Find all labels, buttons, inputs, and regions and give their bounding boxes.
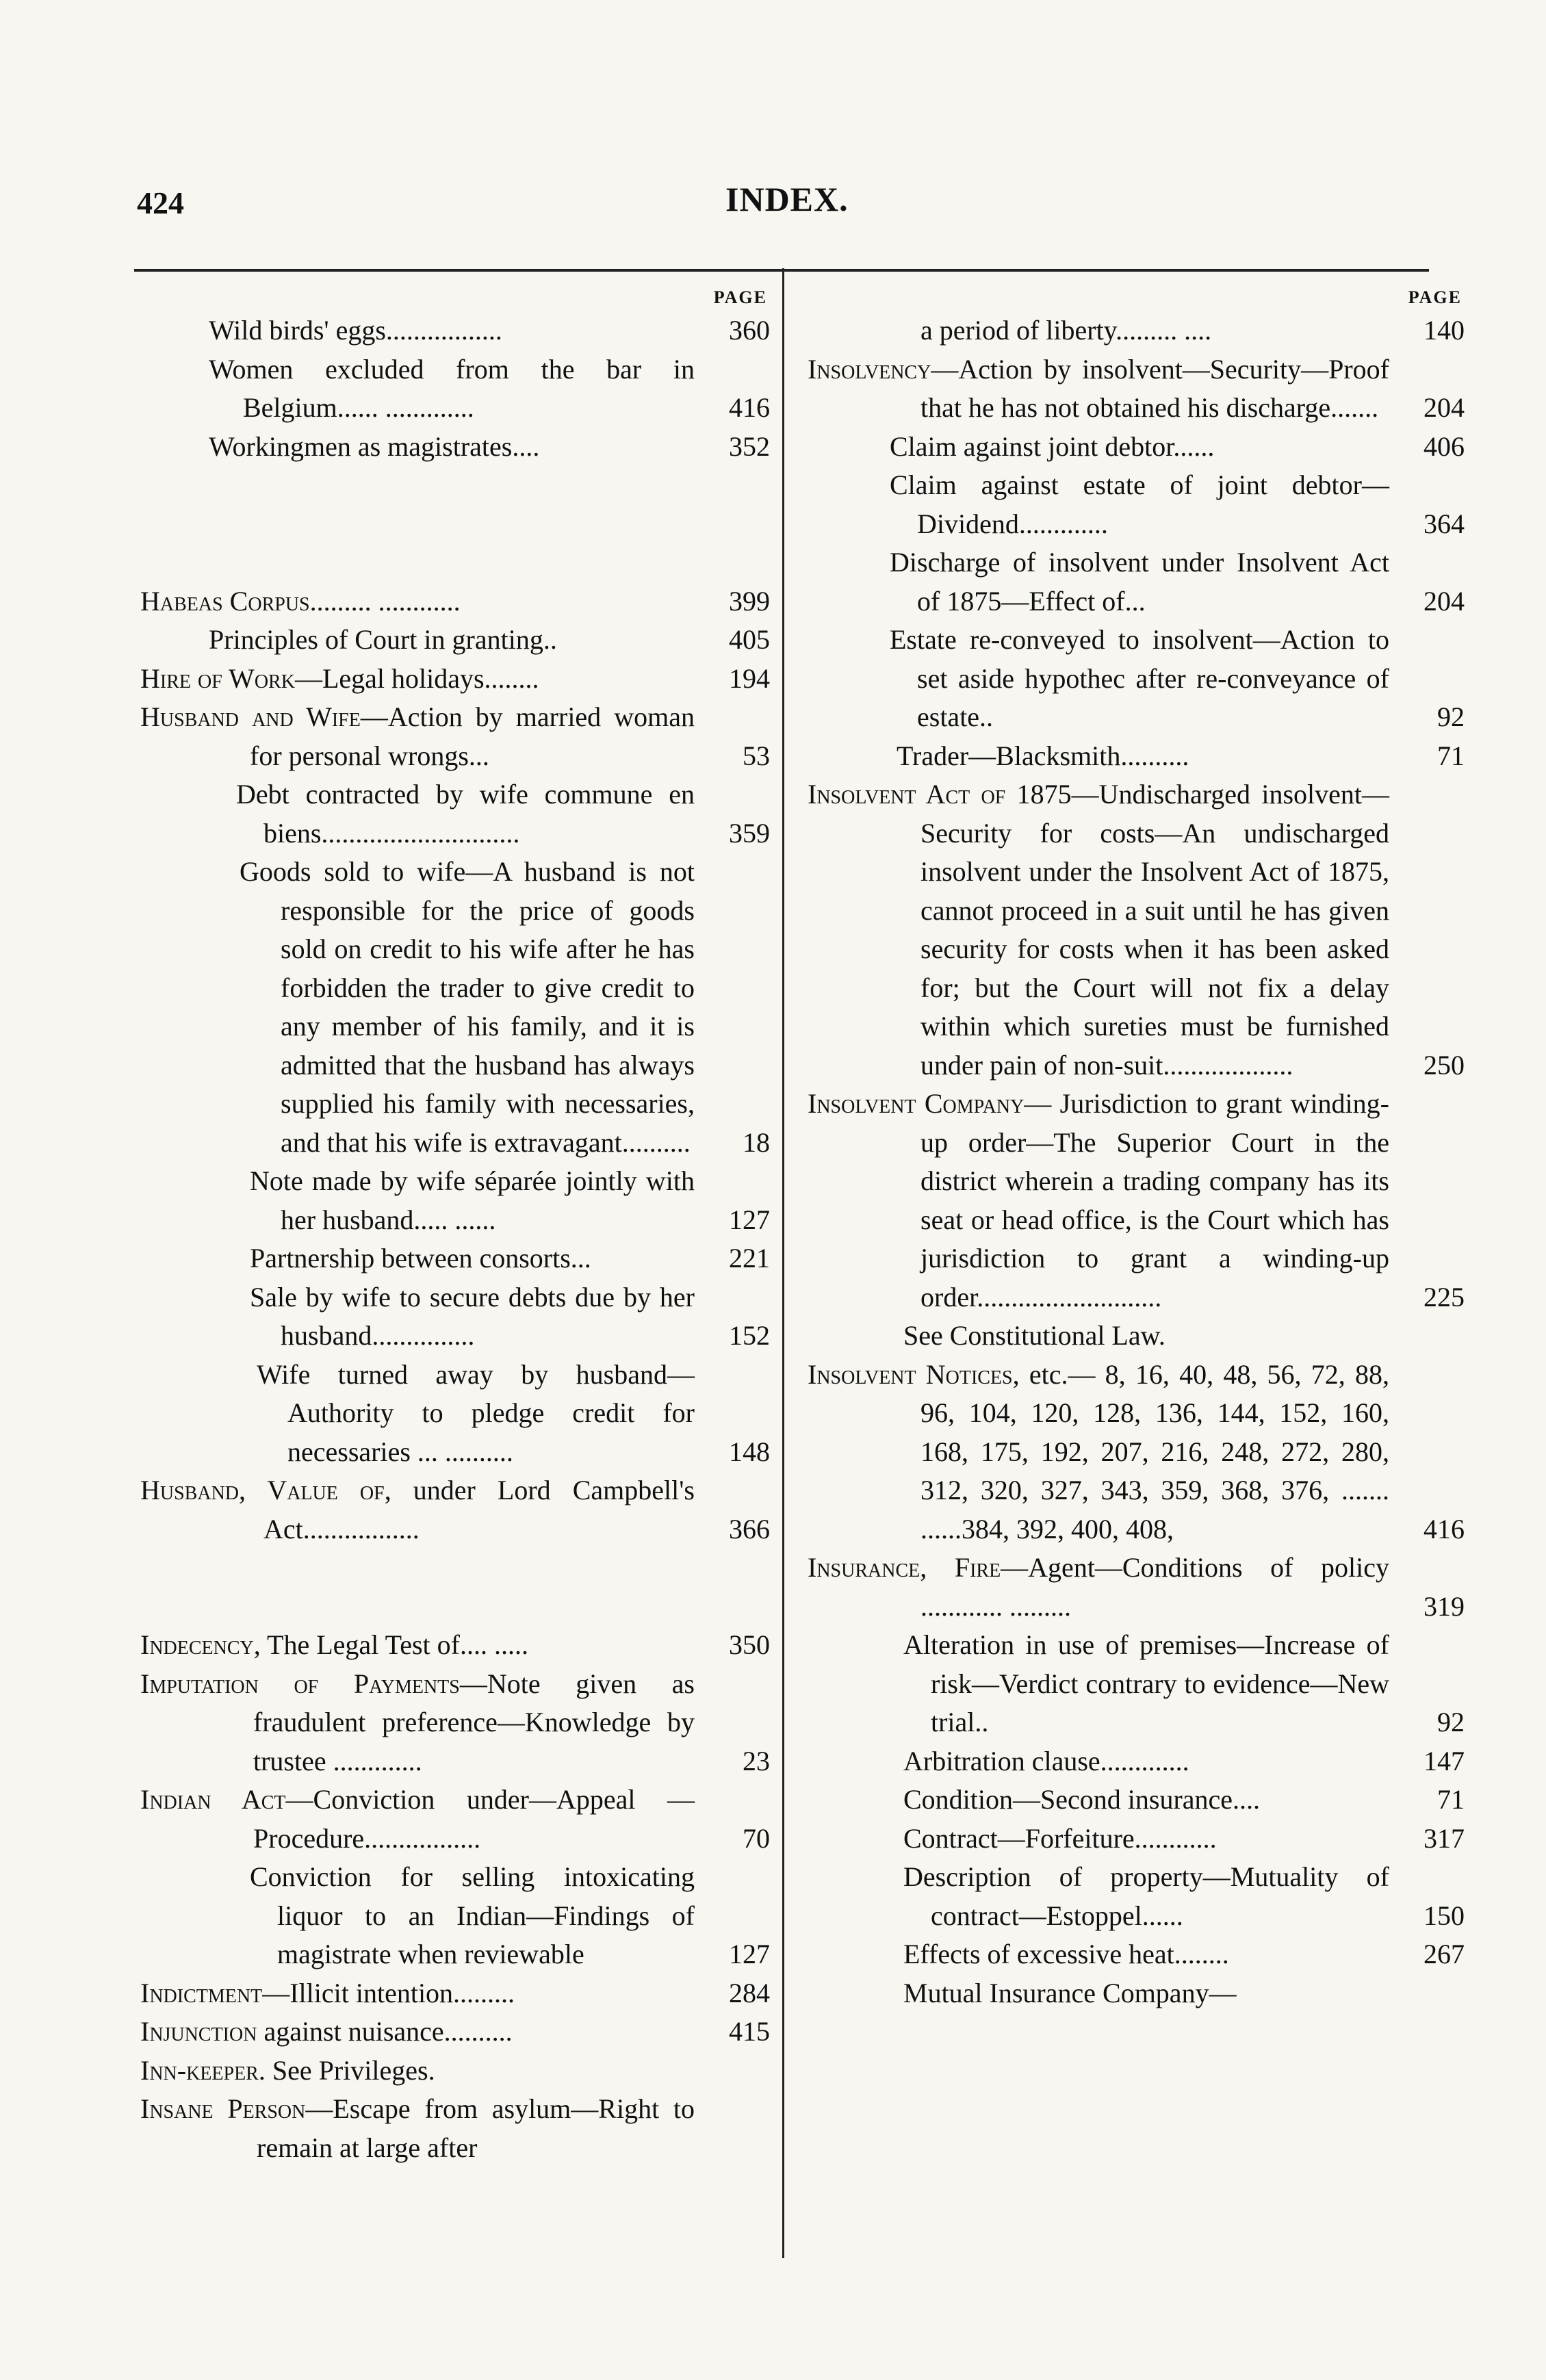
entry-text	[808, 1317, 1389, 1356]
index-entry	[140, 582, 770, 621]
entry-body: —Conviction under—Appeal —Procedure.................	[253, 1784, 695, 1854]
entry-body: Note made by wife séparée jointly with her husband..... ......	[250, 1165, 695, 1235]
index-entry	[140, 698, 770, 775]
header-rule	[134, 269, 1429, 272]
index-entry	[808, 1626, 1465, 1742]
entry-page-number: 53	[743, 740, 770, 771]
entry-text	[808, 428, 1389, 467]
index-entry	[808, 1974, 1465, 2013]
entry-body: Estate re-conveyed to insolvent—Action to set aside hypothec after re-conveyance of estate..	[890, 624, 1389, 732]
entry-page-number: 147	[1423, 1745, 1465, 1776]
entry-text	[808, 1820, 1389, 1859]
entry-text	[808, 1974, 1389, 2013]
index-entry	[808, 621, 1465, 737]
index-entry	[808, 311, 1465, 350]
entry-text	[140, 1626, 695, 1665]
entry-body: Alteration in use of premises—Increase of risk—Verdict contrary to evidence—New trial..	[903, 1629, 1389, 1737]
entry-page-number: 152	[729, 1320, 770, 1351]
index-entry	[140, 428, 770, 467]
entry-page-number: 148	[729, 1436, 770, 1467]
entry-body: Debt contracted by wife commune en biens.............................	[236, 779, 695, 849]
entry-heading: Indian Act	[140, 1784, 286, 1815]
entry-body: —Escape from asylum—Right to remain at large after	[257, 2093, 695, 2163]
entry-text	[808, 1626, 1389, 1742]
entry-heading: Insurance, Fire	[808, 1552, 1001, 1583]
entry-page-number: 364	[1423, 508, 1465, 539]
index-entry	[140, 660, 770, 699]
entry-text	[808, 621, 1389, 737]
entry-spacer	[140, 466, 770, 582]
entry-text	[808, 1858, 1389, 1935]
index-entry	[140, 775, 770, 853]
entry-text	[808, 1742, 1389, 1781]
entry-body: —Note given as fraudulent preference—Knowledge by trustee .............	[253, 1668, 695, 1776]
right-index-column	[808, 284, 1465, 2013]
index-entry	[808, 1742, 1465, 1781]
entry-body: Principles of Court in granting..	[209, 624, 557, 655]
entry-body: See Constitutional Law.	[903, 1320, 1165, 1351]
entry-text	[140, 582, 695, 621]
entry-page-number: 366	[729, 1513, 770, 1544]
entry-body: Claim against estate of joint debtor—Dividend.............	[890, 469, 1389, 539]
entry-page-number: 150	[1423, 1900, 1465, 1931]
entry-page-number: 225	[1423, 1281, 1465, 1312]
entry-body: —Legal holidays........	[294, 662, 539, 694]
index-entry	[808, 1935, 1465, 1974]
entry-page-number: 18	[743, 1126, 770, 1158]
entry-text	[140, 1162, 695, 1239]
entry-page-number: 92	[1437, 701, 1465, 732]
index-entry	[808, 775, 1465, 1085]
entry-heading: Insolvent Notices	[808, 1358, 1013, 1390]
entry-text	[808, 1356, 1389, 1549]
page-number: 424	[137, 185, 184, 220]
index-entry	[808, 1781, 1465, 1820]
entry-text	[140, 1974, 695, 2013]
index-entry	[140, 1278, 770, 1356]
index-entry-list	[140, 311, 770, 2167]
entry-text	[140, 350, 695, 428]
entry-body: Trader—Blacksmith..........	[897, 740, 1189, 771]
entry-text	[808, 775, 1389, 1085]
index-entry	[808, 1858, 1465, 1935]
index-entry	[140, 1665, 770, 1781]
entry-body: Wild birds' eggs.................	[209, 315, 502, 346]
entry-text	[140, 1471, 695, 1549]
page-column-label: PAGE	[1408, 287, 1462, 307]
entry-page-number: 399	[729, 585, 770, 617]
entry-page-number: 415	[729, 2016, 770, 2047]
entry-text	[808, 1549, 1389, 1626]
index-entry	[140, 1471, 770, 1549]
entry-text	[140, 1665, 695, 1781]
entry-body: —Action by married woman for personal wrongs...	[250, 701, 695, 771]
index-entry	[140, 1626, 770, 1665]
entry-heading: Hire of Work	[140, 662, 295, 694]
entry-page-number: 204	[1423, 392, 1465, 423]
entry-text	[808, 1781, 1389, 1820]
entry-page-number: 350	[729, 1629, 770, 1660]
entry-page-number: 360	[729, 315, 770, 346]
entry-heading: Indecency	[140, 1629, 254, 1660]
running-head: INDEX.	[725, 180, 849, 218]
entry-body: Contract—Forfeiture............	[903, 1822, 1217, 1854]
entry-heading: Habeas Corpus	[140, 585, 310, 617]
entry-body: See Privileges.	[265, 2054, 435, 2086]
index-entry	[808, 1356, 1465, 1549]
entry-text	[140, 2090, 695, 2167]
entry-body: Sale by wife to secure debts due by her husband...............	[250, 1281, 695, 1351]
entry-heading: Husband, Value of	[140, 1475, 385, 1505]
entry-body: Arbitration clause.............	[903, 1745, 1189, 1776]
entry-page-number: 284	[729, 1977, 770, 2008]
entry-text	[140, 853, 695, 1162]
entry-text	[140, 1858, 695, 1974]
entry-page-number: 317	[1423, 1822, 1465, 1854]
entry-page-number: 23	[743, 1745, 770, 1776]
entry-body: Wife turned away by husband—Authority to pledge credit for necessaries ... ..........	[257, 1358, 695, 1467]
entry-body: Mutual Insurance Company—	[903, 1977, 1237, 2008]
entry-text	[808, 1935, 1389, 1974]
entry-heading: Husband and Wife	[140, 701, 361, 732]
index-entry	[808, 466, 1465, 543]
entry-body: —Illicit intention.........	[262, 1977, 515, 2008]
entry-text	[140, 1278, 695, 1356]
entry-heading: Insane Person	[140, 2093, 306, 2124]
index-entry	[808, 1549, 1465, 1626]
entry-page-number: 92	[1437, 1707, 1465, 1737]
index-entry	[140, 621, 770, 660]
index-entry	[140, 853, 770, 1162]
entry-body: Discharge of insolvent under Insolvent Act of 1875—Effect of...	[890, 547, 1389, 617]
entry-page-number: 406	[1423, 430, 1465, 462]
index-entry	[140, 311, 770, 350]
entry-text	[140, 660, 695, 699]
index-entry	[808, 350, 1465, 428]
entry-body: , under Lord Campbell's Act.................	[263, 1475, 695, 1544]
entry-heading: Insolvent Company	[808, 1088, 1025, 1119]
entry-body: Effects of excessive heat........	[903, 1939, 1229, 1969]
entry-page-number: 250	[1423, 1049, 1465, 1081]
entry-page-number: 71	[1437, 1784, 1465, 1815]
index-entry	[140, 1162, 770, 1239]
entry-text	[808, 466, 1389, 543]
entry-page-number: 416	[1423, 1513, 1465, 1544]
entry-text	[140, 1239, 695, 1278]
entry-heading: Inn-keeper.	[140, 2054, 266, 2086]
entry-text	[808, 311, 1389, 350]
index-entry	[140, 1356, 770, 1472]
index-entry	[808, 1317, 1465, 1356]
entry-body: Claim against joint debtor......	[890, 430, 1215, 462]
entry-body: Goods sold to wife—A husband is not responsible for the price of goods sold on credit to his wife after he has forbidden the trader to give credit to any member of his family, and it is admitted that the husband has always supplied his family with necessaries, and that his wife is extravagant..........	[240, 856, 695, 1158]
entry-body: —Action by insolvent—Security—Proof that he has not obtained his discharge.......	[920, 353, 1389, 423]
entry-body: Condition—Second insurance....	[903, 1784, 1261, 1815]
entry-body: Women excluded from the bar in Belgium...... .............	[209, 353, 695, 423]
entry-text	[140, 698, 695, 775]
entry-body: Workingmen as magistrates....	[209, 430, 540, 462]
index-entry	[808, 543, 1465, 621]
entry-page-number: 194	[729, 662, 770, 694]
entry-heading: Indictment	[140, 1977, 263, 2008]
entry-page-number: 416	[729, 392, 770, 423]
index-entry	[140, 1974, 770, 2013]
entry-page-number: 359	[729, 817, 770, 849]
entry-page-number: 221	[729, 1243, 770, 1273]
entry-page-number: 71	[1437, 740, 1465, 771]
entry-page-number: 267	[1423, 1939, 1465, 1969]
entry-heading: Injunction	[140, 2016, 257, 2047]
entry-text	[808, 737, 1389, 776]
entry-page-number: 352	[729, 430, 770, 462]
entry-body: ......... ............	[309, 585, 461, 617]
entry-page-number: 204	[1423, 585, 1465, 617]
entry-page-number: 127	[729, 1204, 770, 1235]
entry-text	[140, 775, 695, 853]
index-entry	[140, 2052, 770, 2091]
entry-text	[140, 1356, 695, 1472]
entry-text	[808, 543, 1389, 621]
index-entry-list	[808, 311, 1465, 2013]
entry-body: Conviction for selling intoxicating liquor to an Indian—Findings of magistrate when reviewable	[250, 1861, 695, 1969]
entry-body: —Agent—Conditions of policy ............ .........	[920, 1552, 1389, 1622]
entry-text	[140, 621, 695, 660]
entry-page-number: 140	[1423, 315, 1465, 346]
index-entry	[140, 1781, 770, 1858]
entry-text	[140, 311, 695, 350]
entry-text	[140, 2013, 695, 2052]
entry-body: a period of liberty......... ....	[920, 315, 1212, 346]
entry-body: —Undischarged insolvent—Security for costs—An undischarged insolvent under the Insolvent Act of 1875, cannot proceed in a suit until he has given security for costs when it has been asked for; but the Court will not fix a delay within which sureties must be furnished under pain of non-suit...................	[920, 779, 1389, 1081]
index-entry	[140, 2013, 770, 2052]
index-entry	[808, 1820, 1465, 1859]
entry-page-number: 127	[729, 1939, 770, 1969]
entry-heading: Imputation of Payments	[140, 1668, 460, 1699]
left-index-column	[140, 284, 770, 2167]
entry-body: , etc.— 8, 16, 40, 48, 56, 72, 88, 96, 104, 120, 128, 136, 144, 152, 160, 168, 175, 192, 207, 216, 248, 272, 280, 312, 320, 327, 343, 359, 368, 376, ....... ......384, 392, 400, 408,	[920, 1358, 1389, 1544]
entry-text	[808, 350, 1389, 428]
entry-text	[140, 428, 695, 467]
index-entry	[808, 428, 1465, 467]
page-column-label: PAGE	[713, 287, 767, 307]
entry-heading: Insolvent Act of 1875	[808, 779, 1072, 810]
entry-body: , The Legal Test of.... .....	[253, 1629, 528, 1660]
entry-page-number: 70	[743, 1822, 770, 1854]
entry-body: — Jurisdiction to grant winding-up order—The Superior Court in the district wherein a trading company has its seat or head office, is the Court which has jurisdiction to grant a winding-up order...........................	[920, 1088, 1389, 1312]
index-entry	[140, 2090, 770, 2167]
entry-text	[808, 1085, 1389, 1317]
entry-page-number: 405	[729, 624, 770, 655]
index-entry	[140, 1239, 770, 1278]
entry-spacer	[140, 1549, 770, 1626]
column-divider	[782, 268, 784, 2258]
entry-body: against nuisance..........	[257, 2016, 513, 2047]
index-entry	[140, 350, 770, 428]
entry-heading: Insolvency	[808, 353, 931, 385]
index-entry	[808, 737, 1465, 776]
index-entry	[140, 1858, 770, 1974]
entry-page-number: 319	[1423, 1590, 1465, 1622]
entry-text	[140, 2052, 695, 2091]
entry-body: Description of property—Mutuality of contract—Estoppel......	[903, 1861, 1389, 1931]
entry-text	[140, 1781, 695, 1858]
index-entry	[808, 1085, 1465, 1317]
entry-body: Partnership between consorts...	[250, 1243, 591, 1273]
